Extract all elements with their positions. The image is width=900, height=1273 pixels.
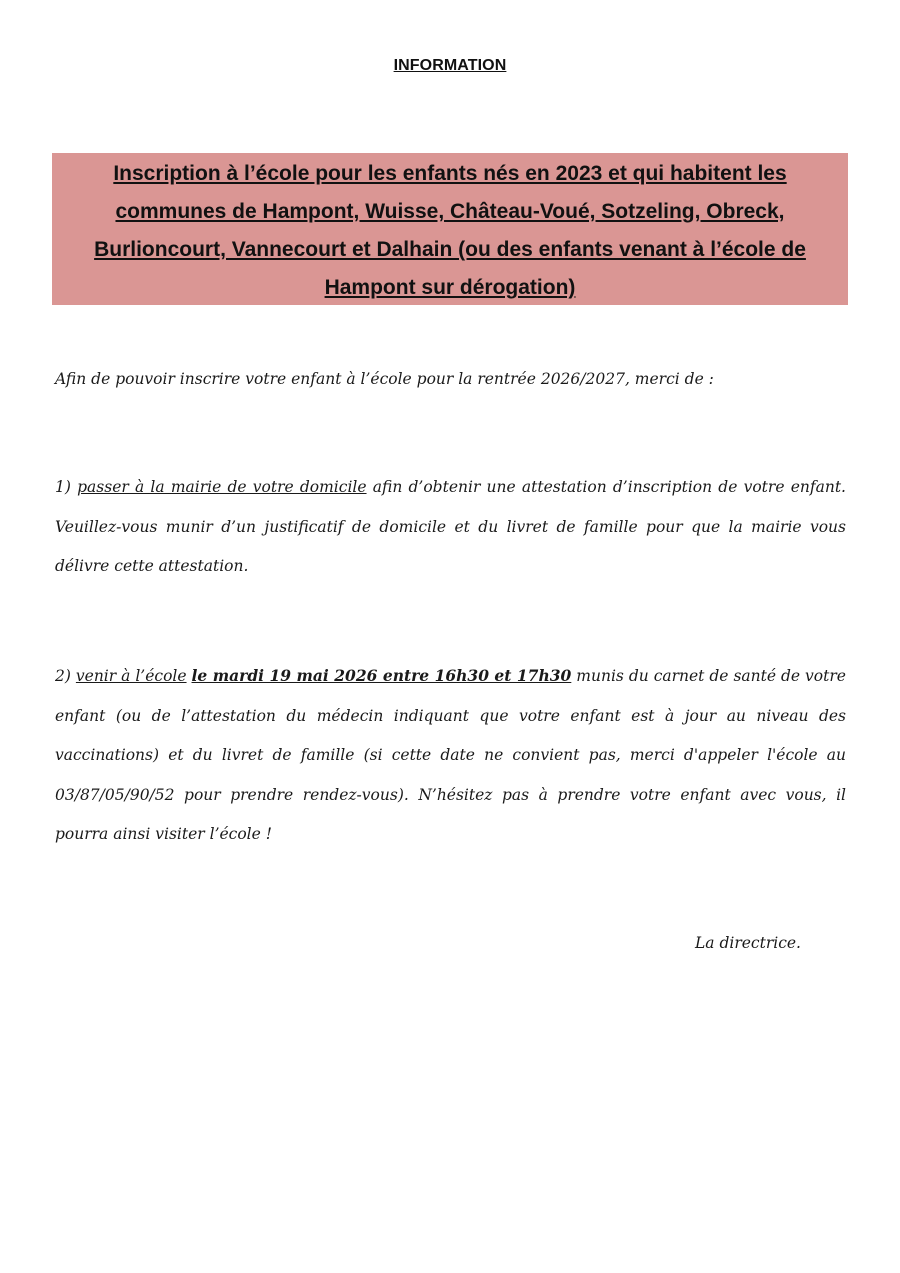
registration-banner — [52, 153, 848, 305]
step-2-text: munis du carnet de santé de votre enfant (ou de l’attestation du médecin indiquant que votre enfant est à jour au niveau des vaccinations) et du livret de famille (si cette date ne convient pas, merci d'appeler l'école au 03/87/05/90/52 pour prendre rendez-vous). N’hésitez pas à prendre votre enfant avec vous, il pourra ainsi visiter l’école ! — [55, 667, 846, 843]
step-1-paragraph — [55, 468, 846, 587]
step-1-text: afin d’obtenir une attestation d’inscription de votre enfant. Veuillez-vous munir d’un justificatif de domicile et du livret de famille pour que la mairie vous délivre cette attestation. — [55, 478, 846, 575]
step-2-date: le mardi 19 mai 2026 entre 16h30 et 17h30 — [191, 666, 572, 685]
signature: La directrice. — [695, 934, 801, 952]
step-1-underlined: passer à la mairie de votre domicile — [77, 478, 367, 496]
page-heading: INFORMATION — [393, 57, 507, 74]
intro-paragraph: Afin de pouvoir inscrire votre enfant à l’école pour la rentrée 2026/2027, merci de : — [55, 370, 714, 388]
step-2-number: 2) — [55, 667, 71, 685]
banner-text: Inscription à l’école pour les enfants nés en 2023 et qui habitent les communes de Hampont, Wuisse, Château-Voué, Sotzeling, Obreck, Burlioncourt, Vannecourt et Dalhain (ou des enfants venant à l’école de Hampont sur dérogation) — [94, 162, 806, 299]
step-1-number: 1) — [55, 478, 71, 496]
step-2-paragraph — [55, 656, 846, 855]
step-2-underlined: venir à l’école — [75, 667, 187, 685]
